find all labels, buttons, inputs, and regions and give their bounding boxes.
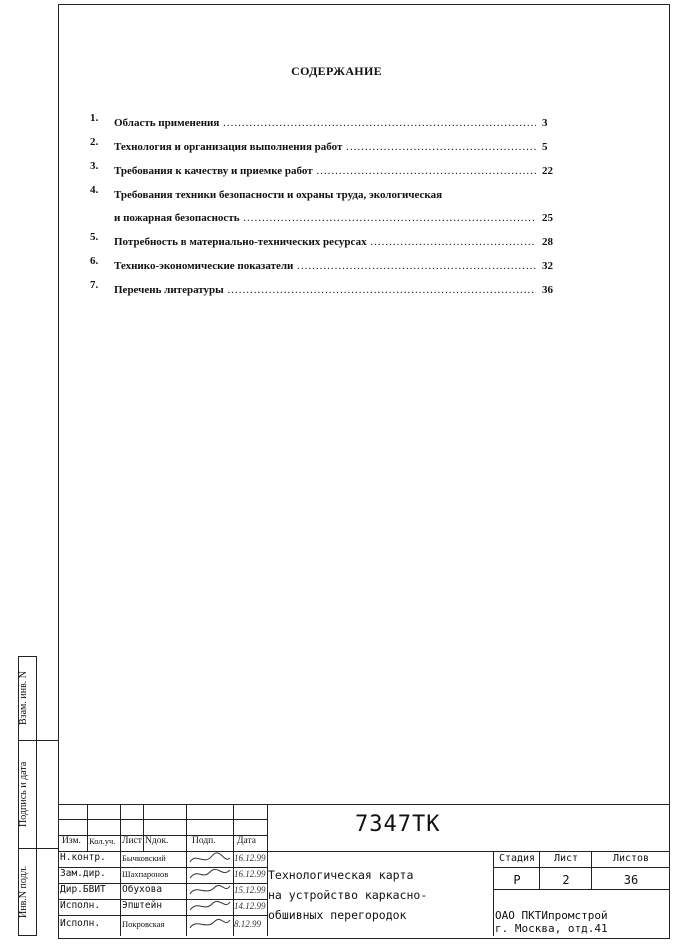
toc-title: Технико-экономические показатели <box>114 260 294 272</box>
name-cell: Бычковский <box>122 853 166 863</box>
toc-title: Технология и организация выполнения работ <box>114 141 343 153</box>
role-cell: Зам.дир. <box>60 868 106 879</box>
signatures <box>186 850 234 936</box>
header-data: Дата <box>237 836 256 846</box>
role-cell: Исполн. <box>60 900 101 911</box>
toc-number: 7. <box>90 279 99 291</box>
header-izm: Изм. <box>62 836 81 846</box>
toc-title: Требования к качеству и приемке работ <box>114 165 313 177</box>
toc-title: Потребность в материально-технических ресурсах <box>114 236 367 248</box>
toc-item <box>90 255 568 279</box>
toc-item <box>90 160 568 184</box>
header-podp: Подп. <box>192 836 216 846</box>
sheets-value: 36 <box>623 873 639 887</box>
side-strip-blank <box>36 656 58 936</box>
organization-location: г. Москва, отд.41 <box>495 922 608 935</box>
name-cell: Обухова <box>122 884 163 895</box>
toc-item <box>90 136 568 160</box>
name-cell: Эпштейн <box>122 900 163 911</box>
toc-title-continued: и пожарная безопасность <box>114 212 240 224</box>
toc-title: Требования техники безопасности и охраны труда, экологическая <box>114 189 443 201</box>
strip-divider <box>18 848 58 849</box>
header-list: Лист <box>122 836 142 846</box>
table-of-contents <box>90 112 568 303</box>
toc-number: 2. <box>90 136 99 148</box>
document-code: 7347ТК <box>355 812 441 837</box>
toc-number: 1. <box>90 112 99 124</box>
toc-title: Перечень литературы <box>114 284 224 296</box>
date-cell: 16.12.99 <box>234 869 266 879</box>
toc-number: 5. <box>90 231 99 243</box>
toc-item <box>90 184 568 231</box>
strip-divider <box>18 740 58 741</box>
role-cell: Исполн. <box>60 918 101 929</box>
description-line: обшивных перегородок <box>268 908 407 922</box>
sheet-label: Лист <box>553 853 579 864</box>
toc-page: 36 <box>542 284 553 296</box>
date-cell: 15.12.99 <box>234 885 266 895</box>
date-cell: 14.12.99 <box>234 901 266 911</box>
role-cell: Дир.БВИТ <box>60 884 106 895</box>
page-title: СОДЕРЖАНИЕ <box>291 64 382 78</box>
date-cell: 8.12.99 <box>234 919 261 929</box>
toc-page: 25 <box>542 212 553 224</box>
date-cell: 16.12.99 <box>234 853 266 863</box>
inv-replacement-label: Взам. инв. N <box>18 670 29 726</box>
toc-page: 3 <box>542 117 548 129</box>
toc-title: Область применения <box>114 117 220 129</box>
toc-page: 28 <box>542 236 553 248</box>
signature-date-label: Подпись и дата <box>18 761 29 827</box>
description-line: Технологическая карта <box>268 868 414 882</box>
role-cell: Н.контр. <box>60 852 106 863</box>
inv-original-label: Инв.N подл. <box>18 865 29 919</box>
toc-page: 5 <box>542 141 548 153</box>
sheets-label: Листов <box>612 853 650 864</box>
toc-item <box>90 231 568 255</box>
toc-number: 4. <box>90 184 99 196</box>
header-kol: Кол.уч. <box>89 836 116 846</box>
toc-number: 3. <box>90 160 99 172</box>
toc-page: 22 <box>542 165 553 177</box>
organization-name: ОАО ПКТИпромстрой <box>495 909 608 922</box>
sheet-value: 2 <box>562 873 570 887</box>
name-cell: Шахпаронов <box>122 869 169 879</box>
stage-value: Р <box>513 873 521 887</box>
toc-page: 32 <box>542 260 553 272</box>
toc-item <box>90 279 568 303</box>
description-line: на устройство каркасно- <box>268 888 428 902</box>
stage-label: Стадия <box>498 853 536 864</box>
header-ndok: Nдок. <box>145 836 169 846</box>
toc-number: 6. <box>90 255 99 267</box>
name-cell: Покровская <box>122 919 165 929</box>
toc-item <box>90 112 568 136</box>
